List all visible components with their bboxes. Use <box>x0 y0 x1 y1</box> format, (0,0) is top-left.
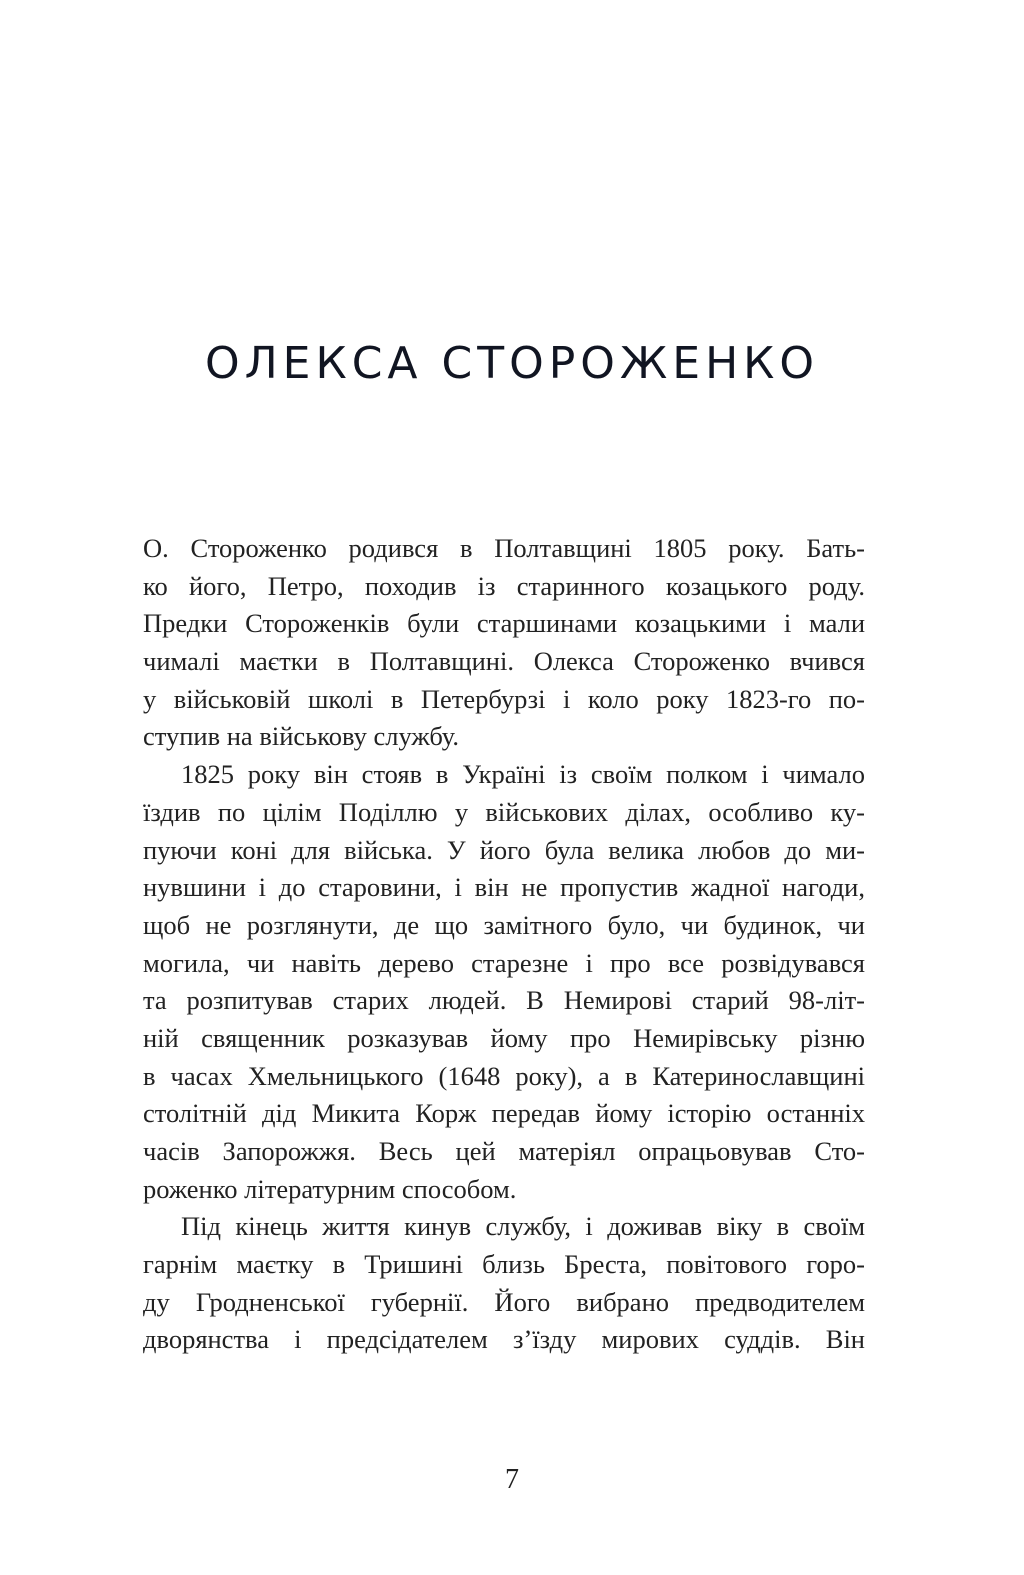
text-line: чималі маєтки в Полтавщині. Олекса Стороженко вчився <box>143 646 865 677</box>
text-line: в часах Хмельницького (1648 року), а в Катеринославщині <box>143 1060 865 1091</box>
text-line: та розпитував старих людей. В Немирові старий 98-літ- <box>143 985 865 1016</box>
chapter-title: ОЛЕКСА СТОРОЖЕНКО <box>204 338 820 389</box>
body-text <box>143 530 865 1359</box>
text-line: часів Запорожжя. Весь цей матеріял опрацьовував Сто- <box>143 1136 865 1166</box>
text-line: ній священник розказував йому про Немирівську різню <box>143 1022 865 1053</box>
text-line: ду Гродненської губернії. Його вибрано предводителем <box>143 1286 865 1317</box>
page-number: 7 <box>505 1464 519 1495</box>
text-line: гарнім маєтку в Тришині близь Бреста, повітового горо- <box>143 1249 865 1280</box>
text-line: ступив на військову службу. <box>143 721 460 752</box>
text-line: щоб не розглянути, де що замітного було, чи будинок, чи <box>143 909 865 940</box>
text-line: нувшини і до старовини, і він не пропустив жадної нагоди, <box>143 872 865 903</box>
text-line: могила, чи навіть дерево старезне і про все розвідувався <box>143 947 865 978</box>
text-line: у військовій школі в Петербурзі і коло року 1823-го по- <box>143 683 865 714</box>
text-line: О. Стороженко родився в Полтавщині 1805 року. Бать- <box>143 533 865 563</box>
text-line: 1825 року він стояв в Україні із своїм полком і чимало <box>181 759 865 790</box>
text-line: дворянства і предсідателем з’їзду мирових суддів. Він <box>143 1324 865 1355</box>
text-line: Предки Стороженків були старшинами козацькими і мали <box>143 608 865 639</box>
text-line: столітній дід Микита Корж передав йому історію останніх <box>143 1098 865 1129</box>
paragraph-2 <box>143 756 865 1208</box>
text-line: їздив по цілім Поділлю у військових ділах, особливо ку- <box>143 796 865 827</box>
text-line: Під кінець життя кинув службу, і доживав віку в своїм <box>181 1211 865 1242</box>
paragraph-3 <box>143 1208 865 1359</box>
text-line: роженко літературним способом. <box>143 1173 517 1204</box>
paragraph-1 <box>143 530 865 756</box>
text-line: ко його, Петро, походив із старинного козацького роду. <box>143 570 865 601</box>
text-line: пуючи коні для війська. У його була велика любов до ми- <box>143 834 865 865</box>
